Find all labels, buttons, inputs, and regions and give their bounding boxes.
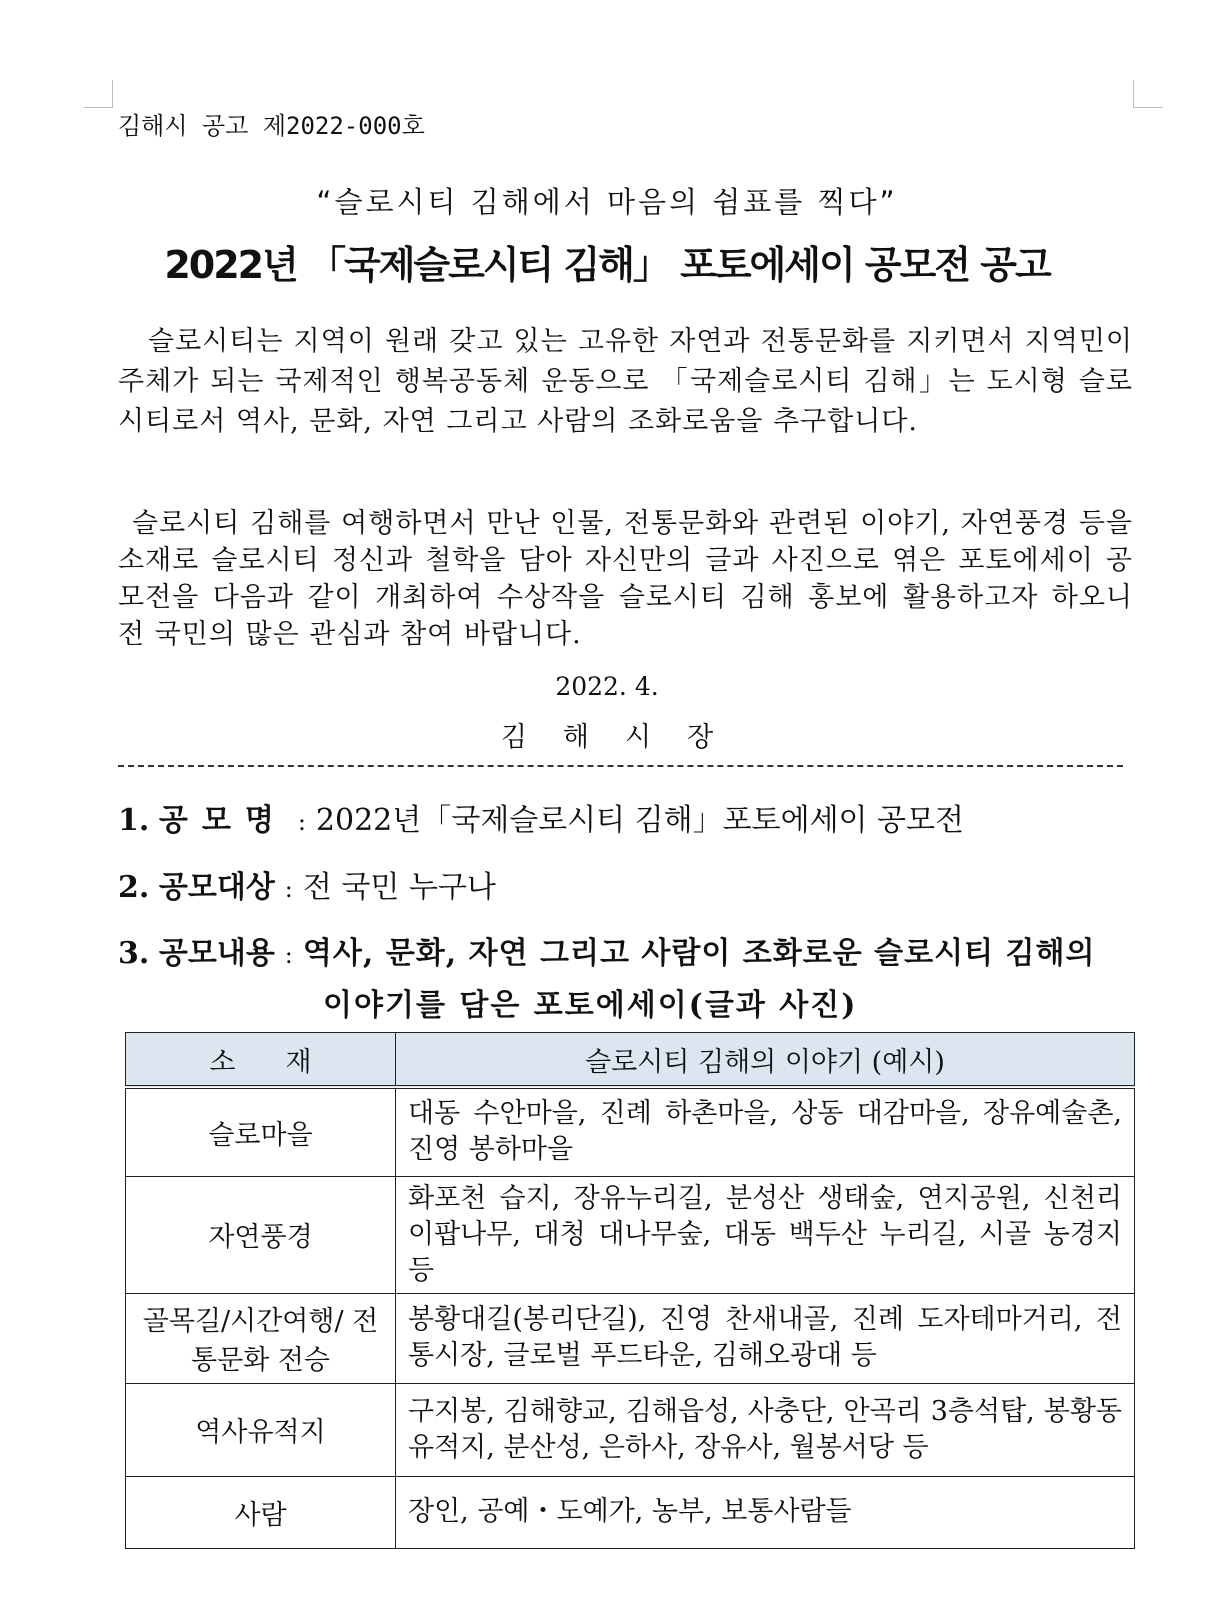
- page-title: 2022년 「국제슬로시티 김해」 포토에세이 공모전 공고: [164, 243, 1050, 287]
- dashed-divider: [118, 765, 1123, 767]
- table-header-row: [126, 1033, 1135, 1088]
- table-header: 슬로시티 김해의 이야기 (예시): [396, 1033, 1135, 1088]
- item-value: 전 국민 누구나: [302, 870, 496, 905]
- table-cell-stories: 대동 수안마을, 진례 하촌마을, 상동 대감마을, 장유예술촌, 진영 봉하마을: [396, 1087, 1135, 1176]
- crop-mark-left-h: [84, 107, 113, 108]
- notice-date: 2022. 4.: [555, 672, 659, 701]
- table-cell-subject: 자연풍경: [126, 1176, 396, 1293]
- item-target: [118, 862, 496, 906]
- table-cell-subject: 골목길/시간여행/ 전통문화 전승: [126, 1293, 396, 1383]
- item-number: 2.: [118, 870, 150, 905]
- table-cell-stories: 구지봉, 김해향교, 김해읍성, 사충단, 안곡리 3층석탑, 봉황동유적지, 분산성, 은하사, 장유사, 월봉서당 등: [396, 1383, 1135, 1476]
- issuer: 김해시장: [500, 722, 750, 753]
- item-label: 공모내용: [158, 936, 275, 971]
- item-content: [118, 928, 1095, 972]
- table-row: [126, 1383, 1135, 1476]
- item-value: 2022년「국제슬로시티 김해」포토에세이 공모전: [315, 803, 965, 838]
- table-cell-subject: 사람: [126, 1476, 396, 1548]
- intro-paragraph: 슬로시티는 지역이 원래 갖고 있는 고유한 자연과 전통문화를 지키면서 지역민이 주체가 되는 국제적인 행복공동체 운동으로 「국제슬로시티 김해」는 도시형 슬로시티로서 역사, 문화, 자연 그리고 사람의 조화로움을 추구합니다.: [118, 326, 1133, 437]
- table-row: [126, 1476, 1135, 1548]
- table-cell-subject: 슬로마을: [126, 1087, 396, 1176]
- item-colon: :: [297, 808, 306, 836]
- item-value-continued: 이야기를 담은 포토에세이(글과 사진): [323, 988, 858, 1023]
- item-colon: :: [284, 875, 293, 903]
- item-number: 3.: [118, 936, 150, 971]
- item-colon: :: [284, 941, 293, 969]
- crop-mark-right-v: [1133, 80, 1134, 108]
- purpose-paragraph: 슬로시티 김해를 여행하면서 만난 인물, 전통문화와 관련된 이야기, 자연풍경 등을 소재로 슬로시티 정신과 철학을 담아 자신만의 글과 사진으로 엮은 포토에세이 공모전을 다음과 같이 개최하여 수상작을 슬로시티 김해 홍보에 활용하고자 하오니 전 국민의 많은 관심과 참여 바랍니다.: [118, 508, 1133, 650]
- item-label: 공모명: [158, 803, 288, 838]
- item-value: 역사, 문화, 자연 그리고 사람이 조화로운 슬로시티 김해의: [302, 936, 1096, 971]
- notice-number: 김해시 공고 제2022-000호: [118, 112, 425, 140]
- item-label: 공모대상: [158, 870, 275, 905]
- table-row: [126, 1087, 1135, 1176]
- table-cell-stories: 봉황대길(봉리단길), 진영 찬새내골, 진례 도자테마거리, 전통시장, 글로벌 푸드타운, 김해오광대 등: [396, 1293, 1135, 1383]
- table-cell-stories: 화포천 습지, 장유누리길, 분성산 생태숲, 연지공원, 신천리 이팝나무, 대청 대나무숲, 대동 백두산 누리길, 시골 농경지 등: [396, 1176, 1135, 1293]
- table-row: [126, 1293, 1135, 1383]
- table-header: [126, 1033, 396, 1088]
- table-cell-subject: 역사유적지: [126, 1383, 396, 1476]
- examples-table: [125, 1032, 1135, 1549]
- header-subject: 소재: [209, 1046, 362, 1078]
- slogan: “슬로시티 김해에서 마음의 쉼표를 찍다”: [316, 185, 898, 219]
- table-row: [126, 1176, 1135, 1293]
- item-number: 1.: [118, 803, 150, 838]
- crop-mark-right-h: [1133, 107, 1163, 108]
- item-contest-name: [118, 795, 964, 839]
- crop-mark-left-v: [112, 80, 113, 108]
- table-cell-stories: 장인, 공예・도예가, 농부, 보통사람들: [396, 1476, 1135, 1548]
